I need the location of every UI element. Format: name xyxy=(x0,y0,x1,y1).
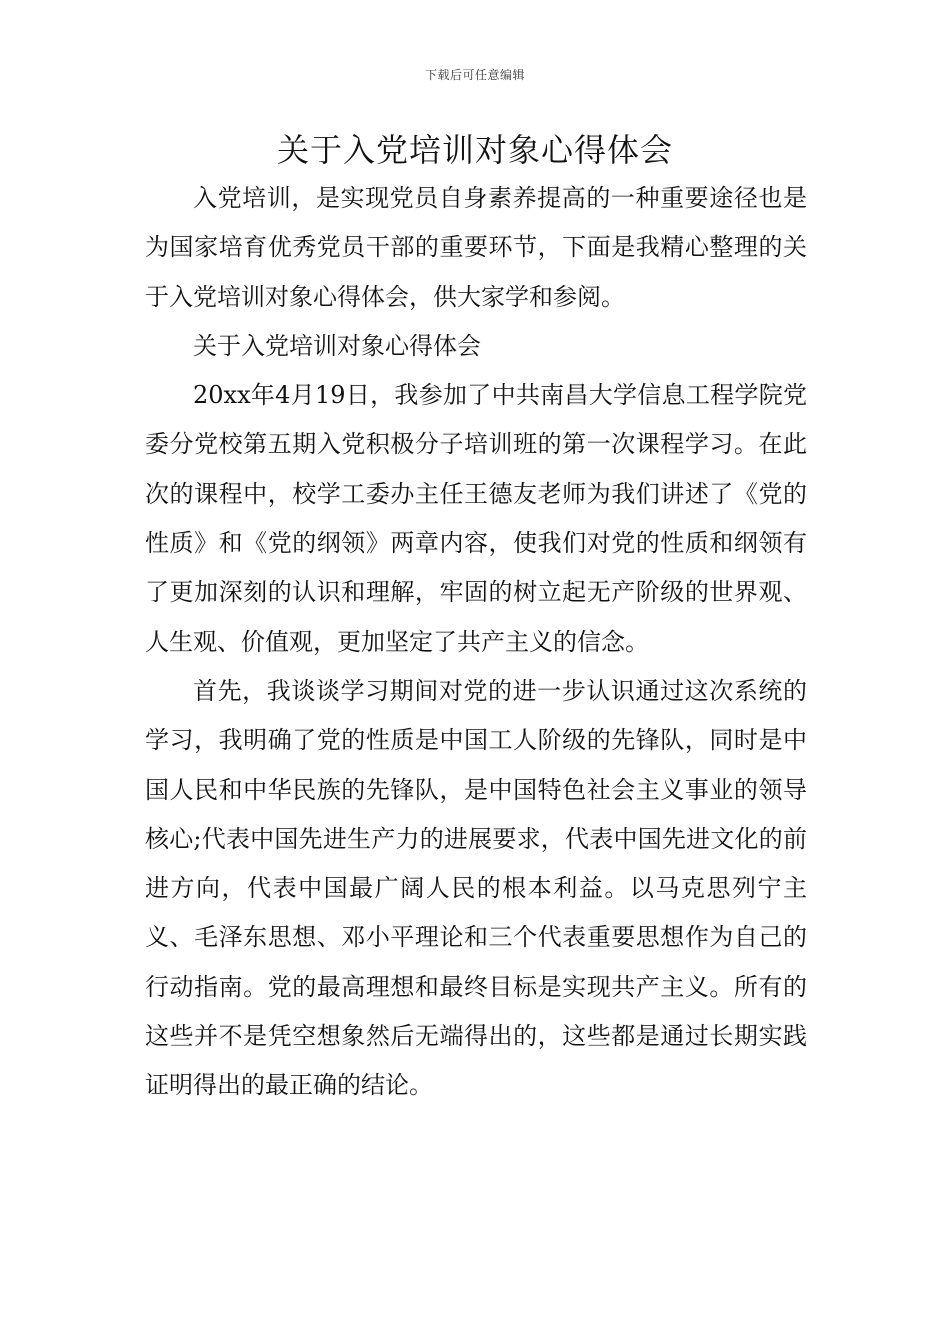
document-body xyxy=(145,174,807,1111)
paragraph-intro: 入党培训，是实现党员自身素养提高的一种重要途径也是为国家培育优秀党员干部的重要环节，下面是我精心整理的关于入党培训对象心得体会，供大家学和参阅。 xyxy=(145,184,807,311)
paragraph-party-understanding: 首先，我谈谈学习期间对党的进一步认识通过这次系统的学习，我明确了党的性质是中国工人阶级的先锋队，同时是中国人民和中华民族的先锋队，是中国特色社会主义事业的领导核心;代表中国先进生产力的进展要求，代表中国先进文化的前进方向，代表中国最广阔人民的根本利益。以马克思列宁主义、毛泽东思想、邓小平理论和三个代表重要思想作为自己的行动指南。党的最高理想和最终目标是实现共产主义。所有的这些并不是凭空想象然后无端得出的，这些都是通过长期实践证明得出的最正确的结论。 xyxy=(145,676,807,1100)
paragraph-training-session: 20xx年4月19日，我参加了中共南昌大学信息工程学院党委分党校第五期入党积极分子培训班的第一次课程学习。在此次的课程中，校学工委办主任王德友老师为我们讲述了《党的性质》和《党的纲领》两章内容，使我们对党的性质和纲领有了更加深刻的认识和理解，牢固的树立起无产阶级的世界观、人生观、价值观，更加坚定了共产主义的信念。 xyxy=(145,381,807,656)
paragraph-subheading: 关于入党培训对象心得体会 xyxy=(193,331,481,360)
document-title: 关于入党培训对象心得体会 xyxy=(276,131,673,169)
header-note: 下载后可任意编辑 xyxy=(424,68,525,82)
